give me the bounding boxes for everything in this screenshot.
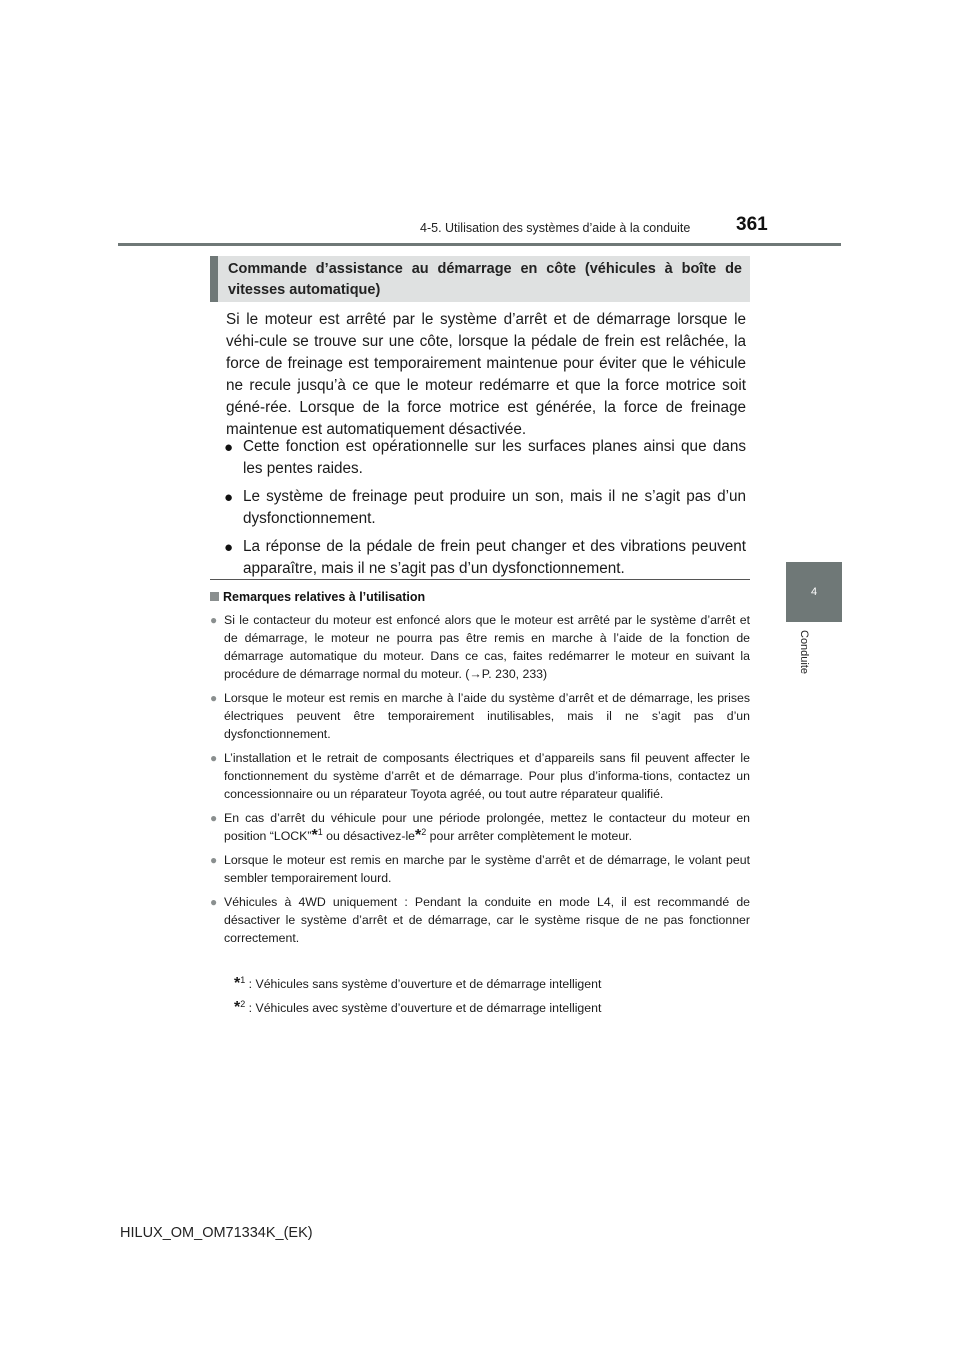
chapter-tab[interactable] — [786, 562, 842, 622]
notes-list — [210, 611, 750, 953]
note-item — [210, 689, 750, 743]
footnote-text: : Véhicules avec système d’ouverture et de démarrage intelligent — [245, 1001, 602, 1015]
note-item — [210, 851, 750, 887]
note-dot-icon: ● — [210, 613, 218, 627]
note-text: Si le contacteur du moteur est enfoncé alors que le moteur est arrêté par le système d’arrêt et de démarrage, le moteur ne pourra pas être remis en marche à l’aide de la fonction de démarrage automatique du moteur. Dans ce cas, faites redémarrer le moteur en suivant la procédure de démarrage normal du moteur. ( — [224, 613, 750, 681]
bullet-item — [224, 486, 746, 530]
footnote-text: : Véhicules sans système d’ouverture et de démarrage intelligent — [245, 977, 602, 991]
section-title: Commande d’assistance au démarrage en côte (véhicules à boîte de vitesses automatique) — [228, 261, 742, 298]
note-dot-icon: ● — [210, 853, 218, 867]
header-section-title: 4-5. Utilisation des systèmes d’aide à la conduite — [420, 221, 691, 235]
note-text: pour arrêter complètement le moteur. — [426, 829, 632, 843]
footnote-item — [234, 975, 754, 993]
note-text: L’installation et le retrait de composants électriques et d’appareils sans fil peuvent affecter le fonctionnement du système d’arrêt et de démarrage. Pour plus d’informa-tions, contactez un concessionnaire ou un réparateur Toyota agréé, ou tout autre réparateur qualifié. — [224, 751, 750, 801]
note-dot-icon: ● — [210, 751, 218, 765]
bullet-dot-icon: ● — [224, 539, 234, 556]
page-number: 361 — [736, 214, 768, 235]
footnote-number: 1 — [240, 974, 246, 985]
chapter-label: Conduite — [798, 630, 810, 675]
note-item — [210, 611, 750, 683]
footnote-star: * — [234, 975, 241, 992]
note-dot-icon: ● — [210, 691, 218, 705]
note-text: En cas d’arrêt du véhicule pour une période prolongée, mettez le contacteur du moteur en position “LOCK” — [224, 811, 750, 843]
notes-heading-text: Remarques relatives à l’utilisation — [223, 590, 426, 604]
notes-heading — [210, 590, 425, 604]
notes-rule — [210, 579, 750, 580]
footnote-item — [234, 999, 754, 1017]
note-dot-icon: ● — [210, 811, 218, 825]
header-rule — [118, 243, 841, 246]
note-text: Véhicules à 4WD uniquement : Pendant la conduite en mode L4, il est recommandé de désactiver le système d’arrêt et de démarrage, car le système risque de ne pas fonctionner correctement. — [224, 895, 750, 945]
chapter-number: 4 — [810, 586, 818, 598]
arrow-icon: → — [469, 667, 482, 681]
note-dot-icon: ● — [210, 895, 218, 909]
footnote-number: 2 — [240, 998, 246, 1009]
note-item — [210, 893, 750, 947]
bullet-list — [224, 436, 746, 586]
bullet-item — [224, 436, 746, 480]
page-reference-link[interactable]: P. 230, 233) — [481, 667, 548, 681]
note-text: Lorsque le moteur est remis en marche à l’aide du système d’arrêt et de démarrage, les prises électriques peuvent être temporairement inutilisables, mais il ne s’agit pas d’un dysfonctionnement. — [224, 691, 750, 741]
intro-paragraph: Si le moteur est arrêté par le système d’arrêt et de démarrage lorsque le véhi-cule se trouve sur une côte, lorsque la pédale de frein est relâchée, la force de freinage est temporairement maintenue pour éviter que le véhicule ne recule jusqu’à ce que le moteur redémarre et que la force motrice soit géné-rée. Lorsque de la force motrice est générée, la force de freinage maintenue est automatiquement désactivée. — [226, 311, 746, 438]
section-title-box — [210, 256, 750, 302]
note-text: ou désactivez-le — [322, 829, 416, 843]
footnote-star: * — [234, 999, 241, 1016]
note-text: Lorsque le moteur est remis en marche par le système d’arrêt et de démarrage, le volant peut sembler temporairement lourd. — [224, 853, 750, 885]
bullet-item — [224, 536, 746, 580]
note-item — [210, 809, 750, 845]
bullet-text: Cette fonction est opérationnelle sur les surfaces planes ainsi que dans les pentes raides. — [243, 438, 746, 477]
footer-doc-id: HILUX_OM_OM71334K_(EK) — [120, 1225, 313, 1241]
bullet-dot-icon: ● — [224, 489, 234, 506]
bullet-dot-icon: ● — [224, 439, 234, 456]
footnote-marker: *$^2$ — [415, 826, 427, 844]
note-item — [210, 749, 750, 803]
square-bullet-icon — [210, 592, 219, 601]
bullet-text: La réponse de la pédale de frein peut changer et des vibrations peuvent apparaître, mais il ne s’agit pas d’un dysfonctionnement. — [243, 538, 746, 577]
bullet-text: Le système de freinage peut produire un son, mais il ne s’agit pas d’un dysfonctionnement. — [243, 488, 746, 527]
footnote-marker: *$^1$ — [311, 826, 323, 844]
footnotes-list — [234, 975, 754, 1023]
